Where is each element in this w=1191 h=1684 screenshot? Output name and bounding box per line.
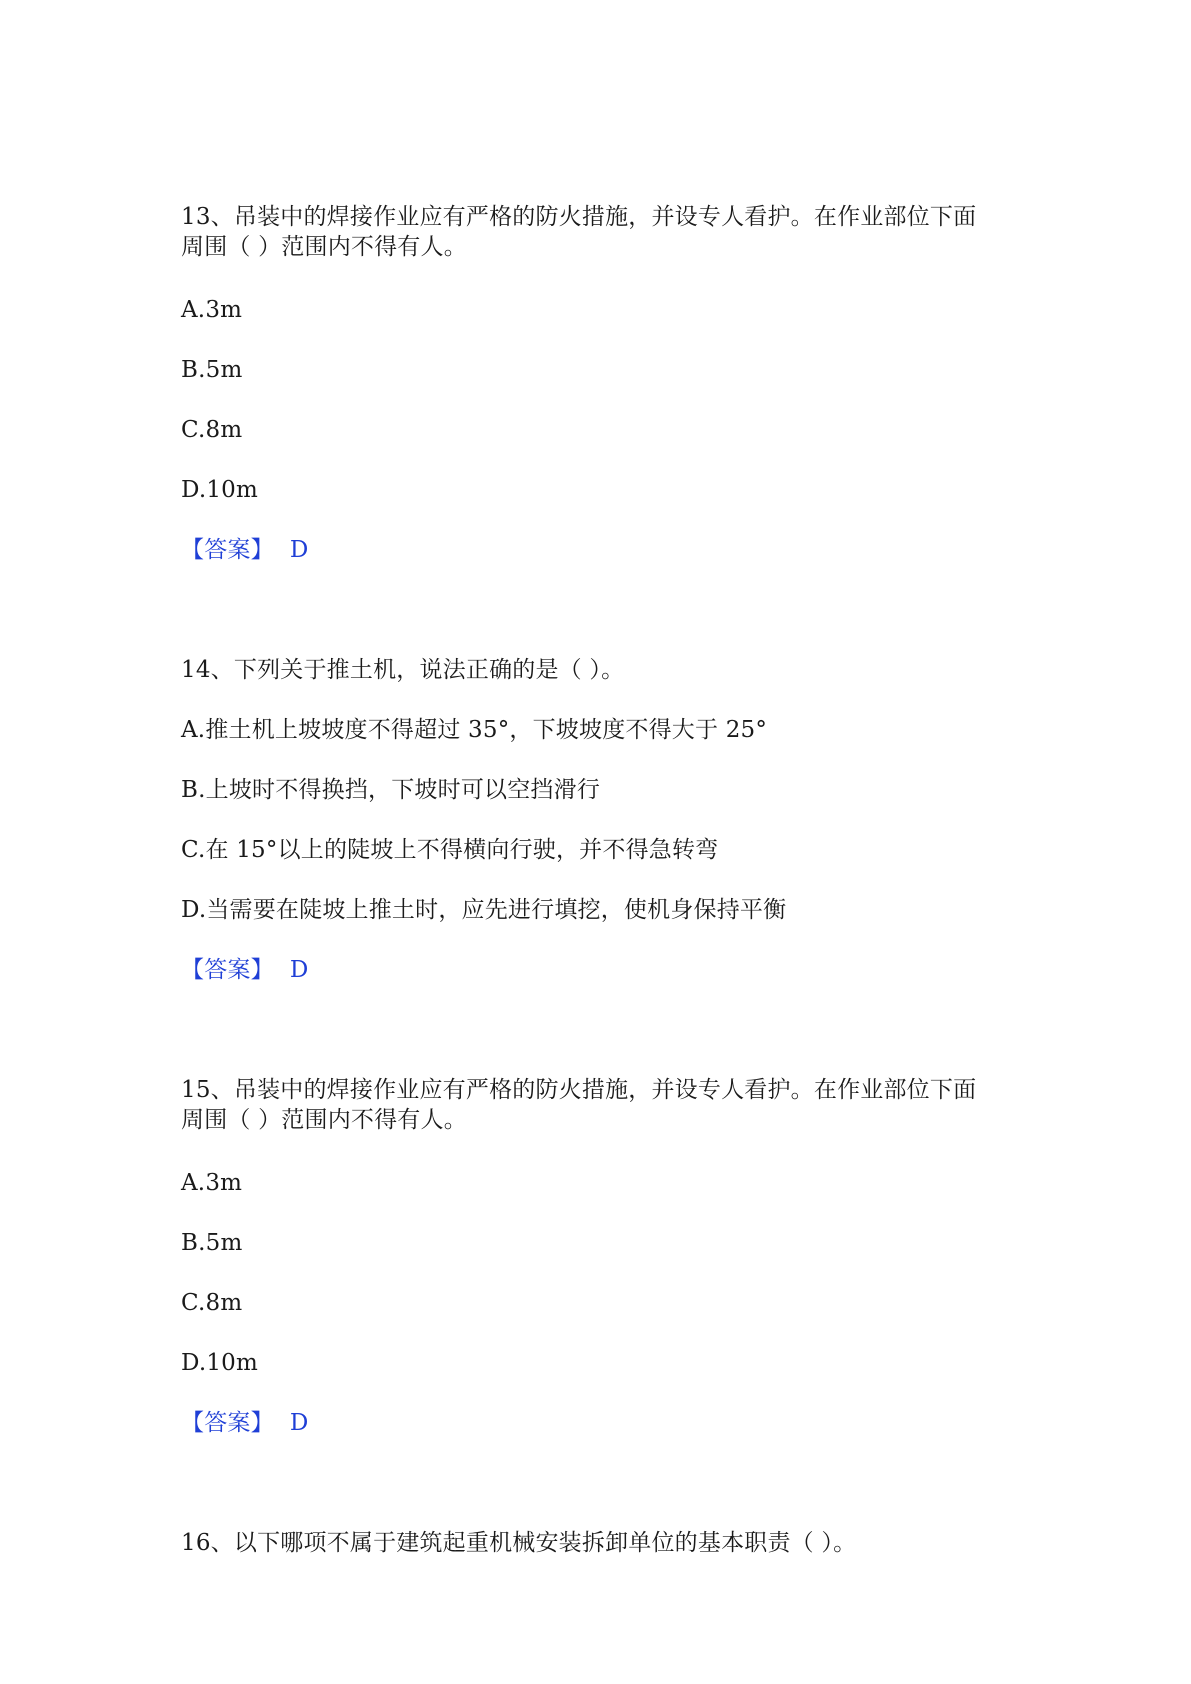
question-14-option-a: A.推土机上坡坡度不得超过 35°，下坡坡度不得大于 25° <box>181 717 768 743</box>
question-15-stem-line-2: 周围（ ）范围内不得有人。 <box>181 1107 467 1133</box>
question-14-option-d: D.当需要在陡坡上推土时，应先进行填挖，使机身保持平衡 <box>181 897 787 923</box>
question-14-option-b: B.上坡时不得换挡，下坡时可以空挡滑行 <box>181 777 601 803</box>
question-13-stem-line-1: 13、吊装中的焊接作业应有严格的防火措施，并设专人看护。在作业部位下面 <box>181 204 977 230</box>
question-15-option-a: A.3m <box>181 1170 243 1196</box>
question-15-option-c: C.8m <box>181 1290 243 1316</box>
answer-label: 【答案】 <box>181 537 274 563</box>
question-13-option-b: B.5m <box>181 357 243 383</box>
question-13-answer <box>181 535 308 565</box>
question-13-option-d: D.10m <box>181 477 259 503</box>
question-16-stem: 16、以下哪项不属于建筑起重机械安装拆卸单位的基本职责（ ）。 <box>181 1530 857 1556</box>
question-14-option-c: C.在 15°以上的陡坡上不得横向行驶，并不得急转弯 <box>181 837 719 863</box>
question-15-option-b: B.5m <box>181 1230 243 1256</box>
answer-value: D <box>289 957 309 983</box>
question-15-answer <box>181 1408 308 1438</box>
question-14-answer <box>181 955 308 985</box>
question-13-option-a: A.3m <box>181 297 243 323</box>
question-14-stem: 14、下列关于推土机，说法正确的是（ ）。 <box>181 657 625 683</box>
question-15-option-d: D.10m <box>181 1350 259 1376</box>
answer-value: D <box>289 537 309 563</box>
question-13-stem-line-2: 周围（ ）范围内不得有人。 <box>181 234 467 260</box>
question-15-stem-line-1: 15、吊装中的焊接作业应有严格的防火措施，并设专人看护。在作业部位下面 <box>181 1077 977 1103</box>
answer-value: D <box>289 1410 309 1436</box>
answer-label: 【答案】 <box>181 1410 274 1436</box>
answer-label: 【答案】 <box>181 957 274 983</box>
question-13-option-c: C.8m <box>181 417 243 443</box>
